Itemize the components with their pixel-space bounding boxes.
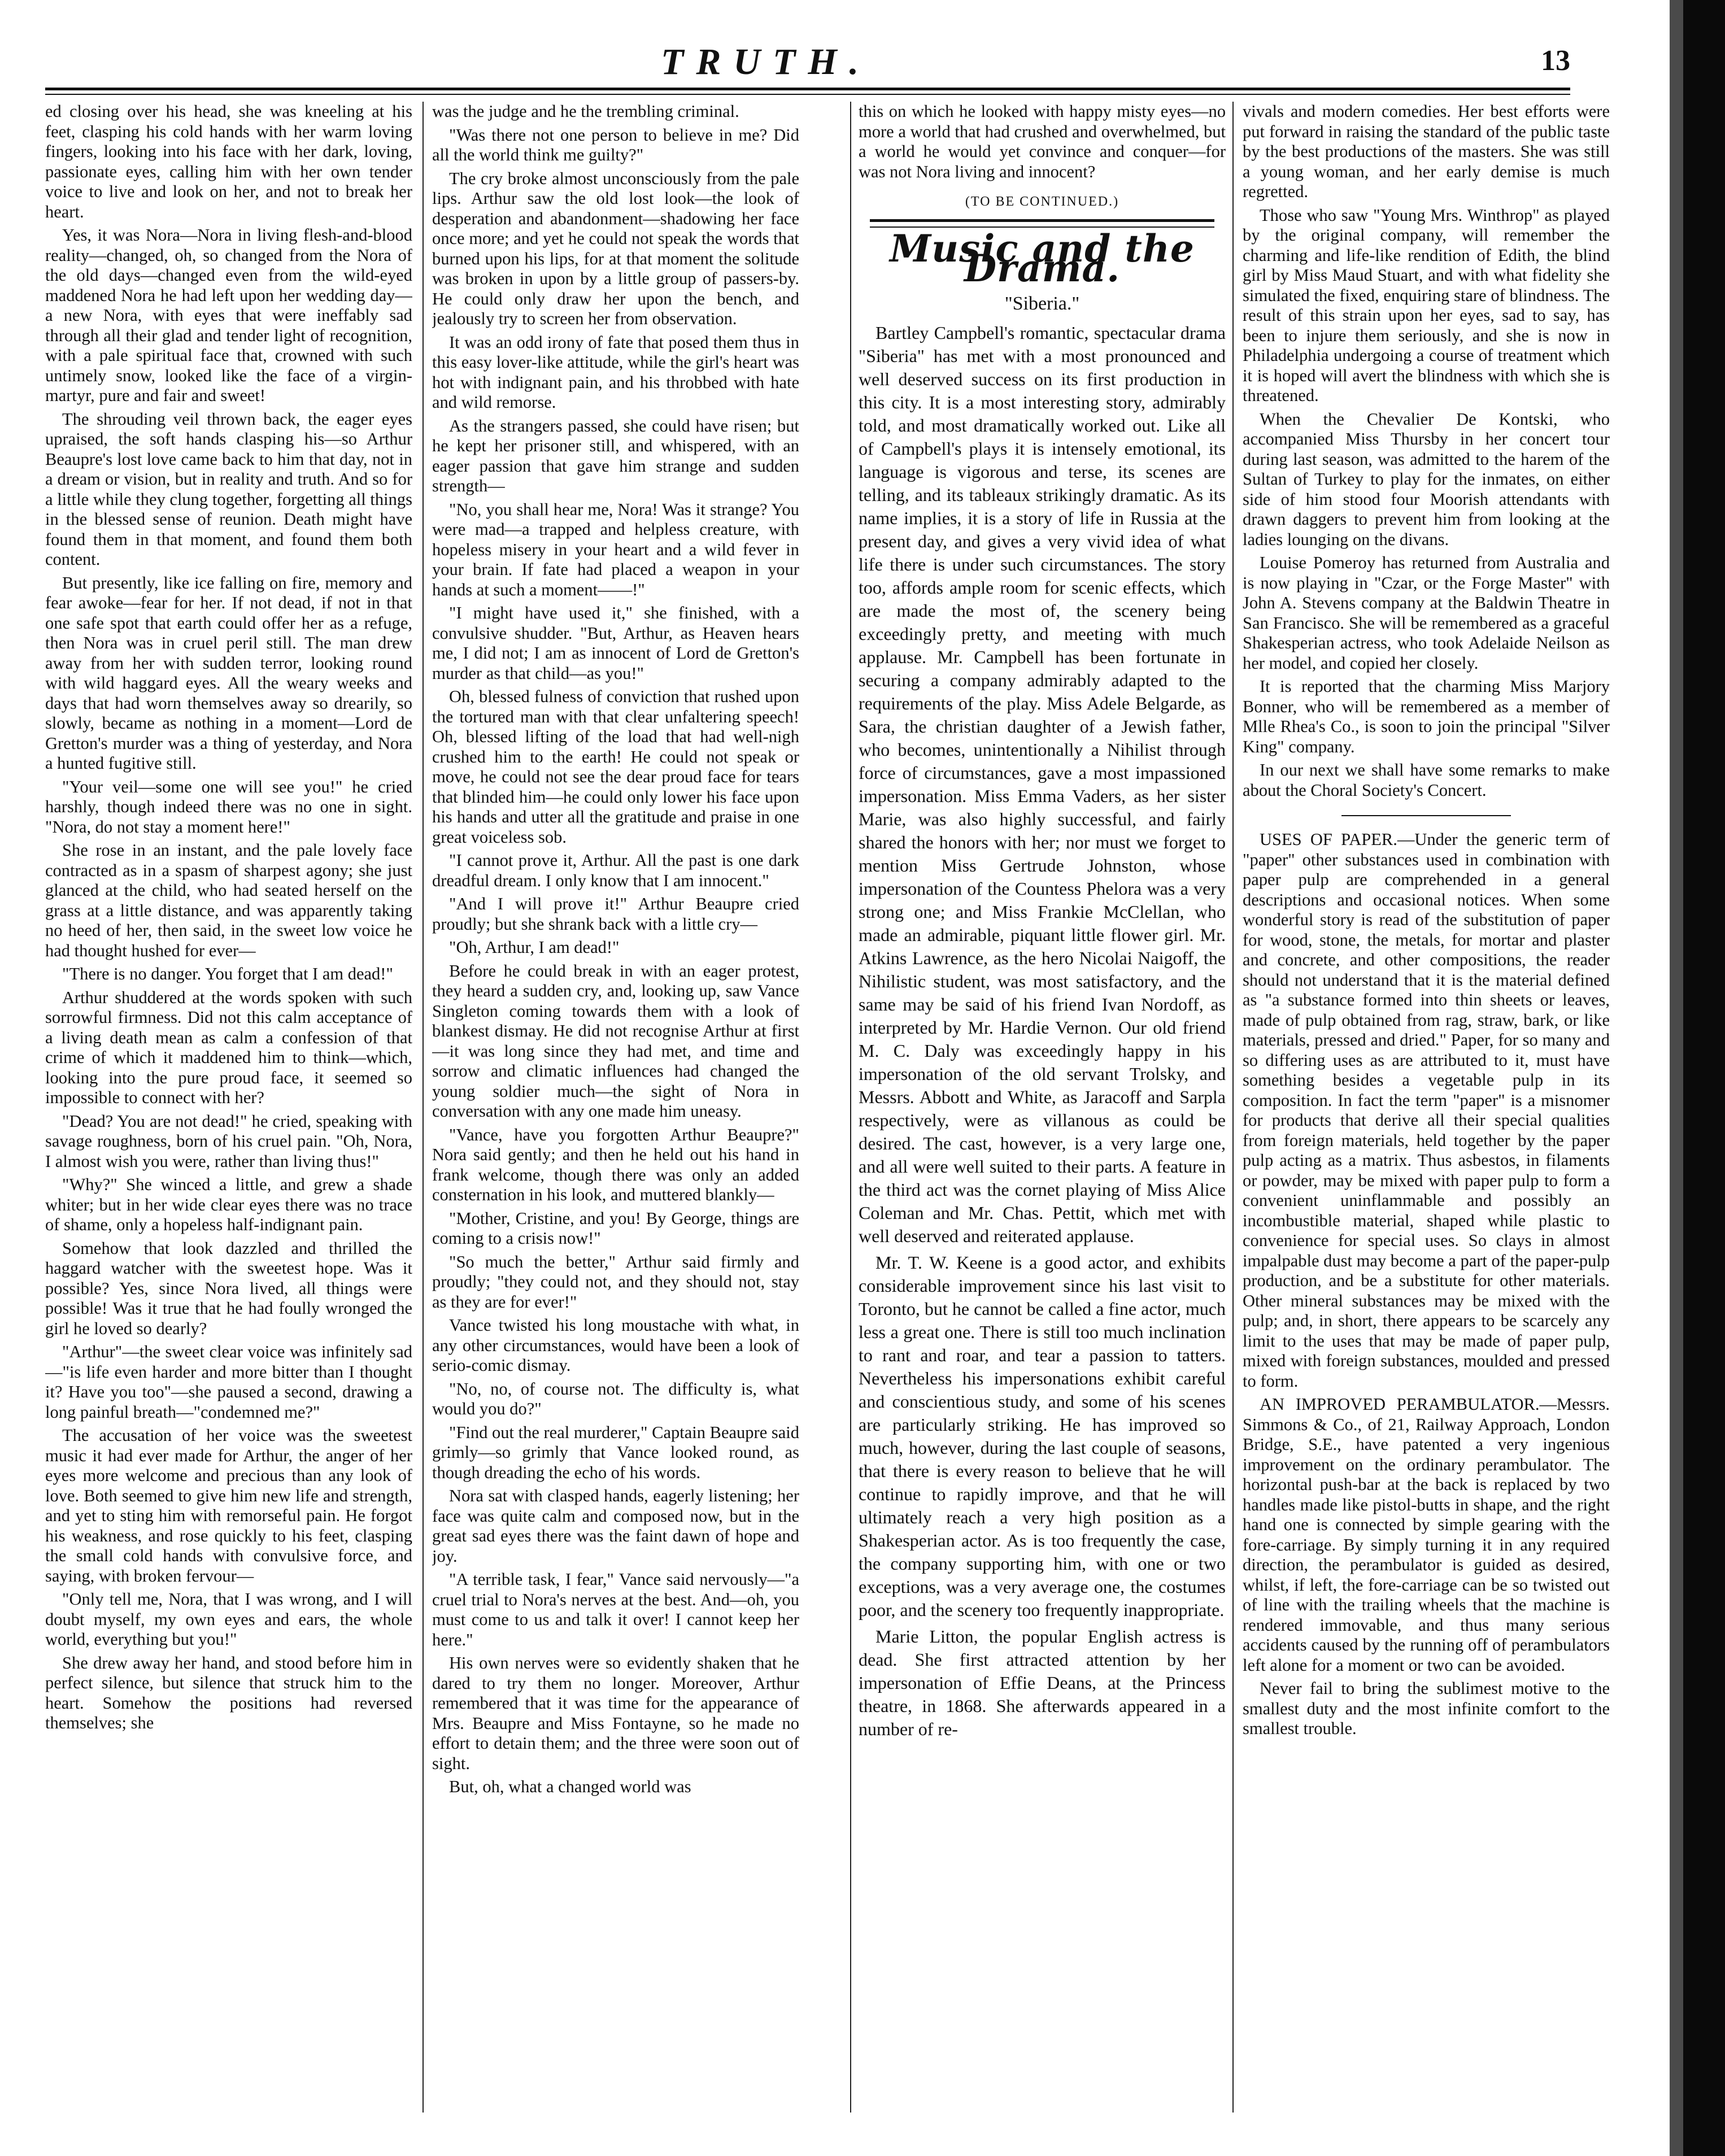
- paragraph: vivals and modern comedies. Her best efforts were put forward in raising the standard of the public taste by the best productions of the masters. She was still a young woman, and her early demise is much regretted.: [1243, 102, 1610, 201]
- masthead: TRUTH.: [661, 41, 872, 82]
- column-4: [1243, 102, 1610, 2113]
- paragraph: She drew away her hand, and stood before him in perfect silence, but silence that struck him to the heart. Somehow the positions had reversed themselves; she: [45, 1653, 412, 1732]
- paragraph: The accusation of her voice was the sweetest music it had ever made for Arthur, the anger of her eyes more welcome and precious than any look of love. Both seemed to give him new life and strength, and yet to sting him with remorseful pain. He forgot his weakness, and rose quickly to his feet, clasping the small cold hands with convulsive force, and saying, with broken fervour—: [45, 1426, 412, 1586]
- paragraph: "Only tell me, Nora, that I was wrong, and I will doubt myself, my own eyes and ears, the whole world, everything but you!": [45, 1589, 412, 1649]
- paragraph: Before he could break in with an eager protest, they heard a sudden cry, and, looking up, saw Vance Singleton coming towards them with a look of blankest dismay. He did not recognise Arthur at first—it was long since they had met, and time and sorrow and climatic influences had changed the young soldier much—the sight of Nora in conversation with any one made him uneasy.: [432, 961, 799, 1121]
- paragraph: Yes, it was Nora—Nora in living flesh-and-blood reality—changed, oh, so changed from the Nora of the old days—changed even from the wild-eyed maddened Nora he had left upon her wedding day—a new Nora, with eyes that were ineffably sad through all their glad and tender light of recognition, with a pale spiritual face that, crowned with such untimely snow, looked like the face of a virgin-martyr, pure and fair and sweet!: [45, 225, 412, 405]
- newspaper-page: [45, 0, 1683, 2156]
- to-be-continued: (TO BE CONTINUED.): [965, 194, 1119, 209]
- section-rule: [1341, 815, 1511, 816]
- header-rule: [45, 88, 1570, 90]
- paragraph: Arthur shuddered at the words spoken with such sorrowful firmness. Did not this calm acceptance of a living death mean as calm a confession of that crime of which it maddened him to think—which, looking into the pure proud face, it seemed so impossible to connect with her?: [45, 987, 412, 1107]
- paragraph: "Why?" She winced a little, and grew a shade whiter; but in her wide clear eyes there was no trace of shame, only a hopeless half-indignant pain.: [45, 1175, 412, 1234]
- paragraph: "So much the better," Arthur said firmly and proudly; "they could not, and they should not, stay as they are for ever!": [432, 1252, 799, 1312]
- paragraph: this on which he looked with happy misty eyes—no more a world that had crushed and overwhelmed, but a world he would yet convince and conquer—for was not Nora living and innocent?: [859, 102, 1226, 181]
- paragraph: But presently, like ice falling on fire, memory and fear awoke—fear for her. If not dead, if not in that one safe spot that earth could offer her as a refuge, then Nora was in cruel peril still. The man drew away from her with sudden terror, looking round with wild haggard eyes. All the weary weeks and days that had worn themselves away so drearily, so slowly, became as nothing in a moment—Lord de Gretton's murder was a thing of yesterday, and Nora a hunted fugitive still.: [45, 573, 412, 773]
- paragraph: AN IMPROVED PERAMBULATOR.—Messrs. Simmons & Co., of 21, Railway Approach, London Bridge, S.E., have patented a very ingenious improvement on the ordinary perambulator. The horizontal push-bar at the back is replaced by two handles made like pistol-butts in shape, and the right hand one is connected by simple gearing with the fore-carriage. By simply turning it in any required direction, the perambulator is guided as desired, whilst, if left, the fore-carriage can be so twisted out of line with the trailing wheels that the machine is rendered immovable, and thus many serious accidents caused by the running off of perambulators left alone for a moment or two can be avoided.: [1243, 1395, 1610, 1675]
- paragraph: In our next we shall have some remarks to make about the Choral Society's Concert.: [1243, 760, 1610, 800]
- column-2-serial-story: [432, 102, 799, 2113]
- paragraph: As the strangers passed, she could have risen; but he kept her prisoner still, and whispered, with an eager passion that gave him strange and sudden strength—: [432, 416, 799, 495]
- scan-edge-shadow: [1670, 0, 1683, 2156]
- paragraph: "And I will prove it!" Arthur Beaupre cried proudly; but she shrank back with a little cry—: [432, 894, 799, 934]
- paragraph: ed closing over his head, she was kneeling at his feet, clasping his cold hands with her warm loving fingers, looking into his face with her dark, loving, passionate eyes, calling him with her own tender voice to live and look on her, and not to break her heart.: [45, 102, 412, 221]
- section-rule: [870, 219, 1214, 222]
- paragraph: "No, you shall hear me, Nora! Was it strange? You were mad—a trapped and helpless creature, with hopeless misery in your heart and a wild fever in your brain. If fate had placed a weapon in your hands at such a moment——!": [432, 499, 799, 599]
- paragraph: She rose in an instant, and the pale lovely face contracted as in a spasm of sharpest agony; she just glanced at the child, who had seated herself on the grass at a little distance, and was apparently taking no heed of her, then said, in the sweet low voice he had thought hushed for ever—: [45, 840, 412, 960]
- paragraph: "No, no, of course not. The difficulty is, what would you do?": [432, 1379, 799, 1418]
- paragraph: Marie Litton, the popular English actress is dead. She first attracted attention by her impersonation of Effie Deans, at the Princess theatre, in 1868. She afterwards appeared in a number of re-: [859, 1626, 1226, 1739]
- paragraph: Bartley Campbell's romantic, spectacular drama "Siberia" has met with a most pronounced and well deserved success on its first production in this city. It is a most interesting story, admirably told, and most dramatically worked out. Like all of Campbell's plays it is intensely emotional, its language is vigorous and terse, its scenes are telling, and its tableaux strikingly dramatic. As its name implies, it is a story of life in Russia at the present day, and gives a very vivid idea of what life there is under such circumstances. The story too, affords ample room for scenic effects, which are made the most of, the scenery being exceedingly pretty, and meeting with much applause. Mr. Campbell has been fortunate in securing a company admirably adapted to the requirements of the play. Miss Adele Belgarde, as Sara, the christian daughter of a Jewish father, who becomes, unintentionally a Nihilist through force of circumstances, gave a most impassioned impersonation. Miss Emma Vaders, as her sister Marie, was also highly successful, and fairly shared the honors with her; nor must we forget to mention Miss Gertrude Johnston, whose impersonation of the Countess Phelora was a very strong one; and Miss Frankie McClellan, who made an admirable, piquant little flower girl. Mr. Atkins Lawrence, as the hero Nicolai Naigoff, the Nihilistic student, was most satisfactory, and the same may be said of his friend Ivan Nordoff, as interpreted by Mr. Hardie Vernon. Our old friend M. C. Daly was exceedingly happy in his impersonation of the old servant Trolsky, and Messrs. Abbott and White, as Jaracoff and Sarpla respectively, were as villanous as could be desired. The cast, however, is a very large one, and all were well suited to their parts. A feature in the third act was the cornet playing of Miss Alice Coleman and Mr. Chas. Pettit, which met with well deserved and reiterated applause.: [859, 323, 1226, 1246]
- column-3: [859, 102, 1226, 2113]
- paragraph: was the judge and he the trembling criminal.: [432, 102, 739, 121]
- paragraph: "Oh, Arthur, I am dead!": [449, 938, 620, 957]
- paragraph: "Find out the real murderer," Captain Beaupre said grimly—so grimly that Vance looked round, as though dreading the echo of his words.: [432, 1422, 799, 1482]
- article-subhead: "Siberia.": [1004, 293, 1080, 314]
- column-divider: [850, 102, 851, 2113]
- section-title: Music and the Drama.: [890, 226, 1195, 290]
- paragraph: Mr. T. W. Keene is a good actor, and exhibits considerable improvement since his last visit to Toronto, but he cannot be called a fine actor, much less a great one. There is still too much inclination to rant and roar, and tear a passion to tatters. Nevertheless his impersonations exhibit careful and conscientious study, and some of his scenes are particularly striking. He has improved so much, however, during the last couple of seasons, that there is every reason to believe that he will continue to rapidly improve, and that he will ultimately reach a very high position as a Shakesperian actor. As is too frequently the case, the company supporting him, with one or two exceptions, was a very average one, the costumes poor, and the scenery too frequently inappropriate.: [859, 1252, 1226, 1620]
- paragraph: When the Chevalier De Kontski, who accompanied Miss Thursby in her concert tour during last season, was admitted to the harem of the Sultan of Turkey to play for the inmates, on either side of him stood four Moorish attendants with drawn daggers to prevent him from looking at the ladies lounging on the divans.: [1243, 409, 1610, 549]
- column-1-serial-story: [45, 102, 412, 2113]
- paragraph: It is reported that the charming Miss Marjory Bonner, who will be remembered as a member of Mlle Rhea's Co., is soon to join the principal "Silver King" company.: [1243, 677, 1610, 756]
- paragraph: It was an odd irony of fate that posed them thus in this easy lover-like attitude, while the girl's heart was hot with indignant pain, and his throbbed with hate and wild remorse.: [432, 332, 799, 412]
- paragraph: "Your veil—some one will see you!" he cried harshly, though indeed there was no one in sight. "Nora, do not stay a moment here!": [45, 777, 412, 837]
- header-rule-thin: [45, 94, 1570, 95]
- paragraph: "Mother, Cristine, and you! By George, things are coming to a crisis now!": [432, 1208, 799, 1248]
- paragraph: "I might have used it," she finished, with a convulsive shudder. "But, Arthur, as Heaven hears me, I did not; I am as innocent of Lord de Gretton's murder as that child—as you!": [432, 603, 799, 683]
- paragraph: The cry broke almost unconsciously from the pale lips. Arthur saw the old lost look—the look of desperation and abandonment—shadowing her face once more; and yet he could not speak the words that burned upon his lips, for at that moment the solitude was broken in upon by a little group of passers-by. He could only draw her upon the bench, and jealously try to screen her from observation.: [432, 168, 799, 328]
- paragraph: "I cannot prove it, Arthur. All the past is one dark dreadful dream. I only know that I am innocent.": [432, 851, 799, 890]
- paragraph: Oh, blessed fulness of conviction that rushed upon the tortured man with that clear unfaltering speech! Oh, blessed lifting of the load that had well-nigh crushed him to the earth! He could not speak or move, he could not see the dear proud face for tears that blinded him—he could only lower his face upon his hands and utter all the gratitude and praise in one great voiceless sob.: [432, 687, 799, 847]
- paragraph: "Dead? You are not dead!" he cried, speaking with savage roughness, born of his cruel pain. "Oh, Nora, I almost wish you were, rather than living thus!": [45, 1111, 412, 1171]
- paragraph: His own nerves were so evidently shaken that he dared to try them no longer. Moreover, Arthur remembered that it was time for the appearance of Mrs. Beaupre and Miss Fontayne, so he made no effort to detain them; and the three were soon out of sight.: [432, 1653, 799, 1773]
- paragraph: The shrouding veil thrown back, the eager eyes upraised, the soft hands clasping his—so Arthur Beaupre's lost love came back to him that day, not in a dream or vision, but in reality and truth. And so for a little while they clung together, forgetting all things in the blessed sense of reunion. Death might have found them in that moment, and found them both content.: [45, 409, 412, 569]
- paragraph: Somehow that look dazzled and thrilled the haggard watcher with the sweetest hope. Was it possible? Yes, since Nora lived, all things were possible! Was it true that he had foully wronged the girl he loved so dearly?: [45, 1238, 412, 1338]
- page-number: 13: [1541, 45, 1570, 77]
- paragraph: "There is no danger. You forget that I am dead!": [62, 964, 393, 983]
- paragraph: "Was there not one person to believe in me? Did all the world think me guilty?": [432, 125, 799, 164]
- paragraph: USES OF PAPER.—Under the generic term of "paper" other substances used in combination with paper pulp are comprehended in a general descriptions and occasional notices. When some wonderful story is read of the substitution of paper for wood, stone, the metals, for mortar and plaster and concrete, and other compositions, the reader should not understand that it is the material defined as "a substance formed into thin sheets or leaves, made of pulp obtained from rag, straw, bark, or like materials, pressed and dried." Paper, for so many and so differing uses as are attributed to it, must have something besides a vegetable pulp in its composition. In fact the term "paper" is a misnomer for products that derive all their special qualities from foreign materials, held together by the paper pulp acting as a matrix. Thus asbestos, in filaments or powder, may be mixed with paper pulp to form a convenient uninflammable and possibly an incombustible material, shaped while plastic to convenience for special uses. So clays in almost impalpable dust may become a part of the paper-pulp production, and be a substitute for other materials. Other mineral substances may be mixed with the pulp; and, in short, there appears to be scarcely any limit to the uses that may be made of paper pulp, mixed with foreign substances, moulded and pressed to form.: [1243, 830, 1610, 1391]
- scan-edge: [1683, 0, 1725, 2156]
- paragraph: "Arthur"—the sweet clear voice was infinitely sad—"is life even harder and more bitter than I thought it? Have you too"—she paused a second, drawing a long painful breath—"condemned me?": [45, 1342, 412, 1422]
- paragraph: Never fail to bring the sublimest motive to the smallest duty and the most infinite comfort to the smallest trouble.: [1243, 1679, 1610, 1738]
- paragraph: "Vance, have you forgotten Arthur Beaupre?" Nora said gently; and then he held out his hand in frank welcome, though there was only an added consternation in his look, and muttered blankly—: [432, 1125, 799, 1204]
- paragraph: But, oh, what a changed world was: [449, 1777, 691, 1796]
- page-header: [45, 41, 1570, 92]
- paragraph: Vance twisted his long moustache with what, in any other circumstances, would have been a look of serio-comic dismay.: [432, 1316, 799, 1375]
- paragraph: Nora sat with clasped hands, eagerly listening; her face was quite calm and composed now, but in the great sad eyes there was the faint dawn of hope and joy.: [432, 1486, 799, 1566]
- paragraph: "A terrible task, I fear," Vance said nervously—"a cruel trial to Nora's nerves at the best. And—oh, you must come to us and talk it over! I cannot keep her here.": [432, 1570, 799, 1649]
- paragraph: Louise Pomeroy has returned from Australia and is now playing in "Czar, or the Forge Master" with John A. Stevens company at the Baldwin Theatre in San Francisco. She will be remembered as a graceful Shakesperian actress, who took Adelaide Neilson as her model, and copied her closely.: [1243, 553, 1610, 673]
- column-divider: [1232, 102, 1234, 2113]
- paragraph: Those who saw "Young Mrs. Winthrop" as played by the original company, will remember the charming and life-like rendition of Edith, the blind girl by Miss Maud Stuart, and with what fidelity she simulated the fixed, enquiring stare of blindness. The result of this strain upon her eyes, sad to say, has been to injure them seriously, and she is now in Philadelphia undergoing a course of treatment which it is hoped will avert the blindness with which she is threatened.: [1243, 205, 1610, 405]
- column-divider: [422, 102, 424, 2113]
